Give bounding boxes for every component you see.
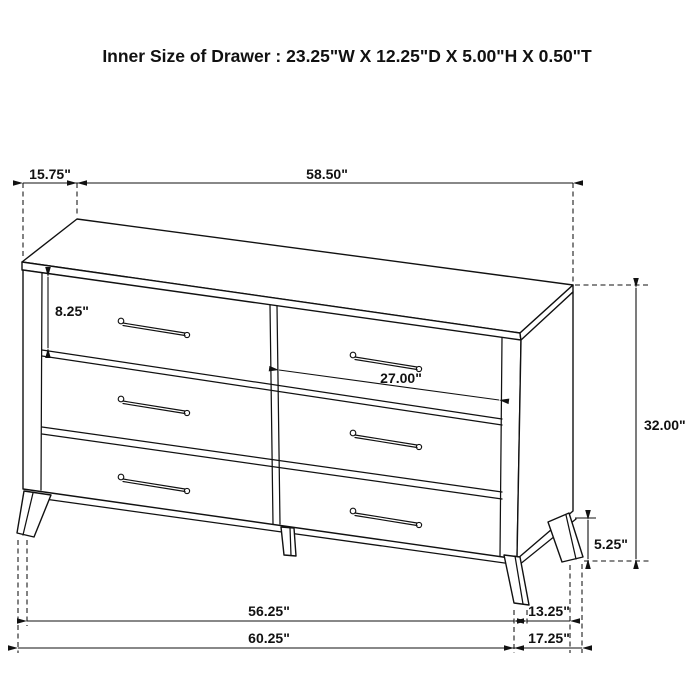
front-right-leg bbox=[504, 555, 529, 605]
middle-leg bbox=[281, 527, 296, 556]
dim-label-overall-height: 32.00" bbox=[644, 417, 686, 433]
dresser-illustration bbox=[17, 219, 583, 605]
dim-label-top-width: 58.50" bbox=[306, 166, 348, 182]
back-right-leg bbox=[548, 513, 583, 562]
dim-label-front-span-outer: 60.25" bbox=[248, 630, 290, 646]
dim-label-front-span-inner: 56.25" bbox=[248, 603, 290, 619]
front-left-leg bbox=[17, 491, 51, 537]
dim-label-drawer-height: 8.25" bbox=[55, 303, 89, 319]
dim-label-side-span-inner: 13.25" bbox=[528, 603, 570, 619]
dim-label-side-span-outer: 17.25" bbox=[528, 630, 570, 646]
diagram-title: Inner Size of Drawer : 23.25"W X 12.25"D X 5.00"H X 0.50"T bbox=[102, 46, 592, 66]
dim-label-top-depth: 15.75" bbox=[29, 166, 71, 182]
dim-label-leg-height: 5.25" bbox=[594, 536, 628, 552]
dim-label-drawer-width: 27.00" bbox=[380, 370, 422, 386]
